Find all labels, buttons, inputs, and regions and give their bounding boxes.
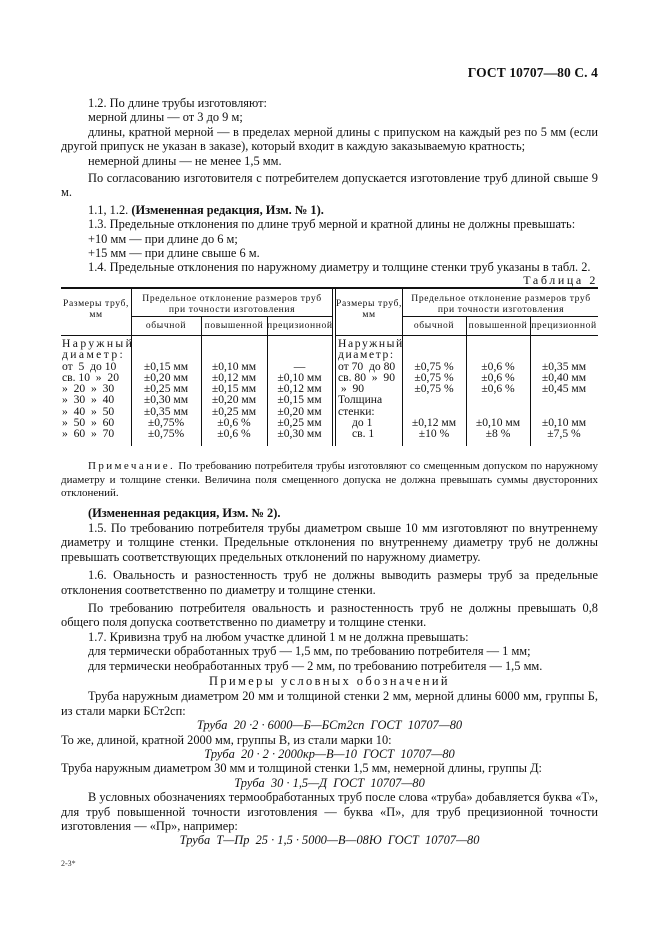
table-rule xyxy=(402,316,598,317)
note-text: По требованию потребителя трубы изготовляют со смещенным допуском по наружному диаметру и толщине стенки. Величина поля смещенного допуска не должна превышать суммы двусторонних отклонений. xyxy=(61,460,598,499)
cell: ±0,35 мм xyxy=(541,359,587,373)
cell: ±0,45 мм xyxy=(541,382,587,396)
cell: ±7,5 % xyxy=(547,427,581,441)
cell: ±0,75 % xyxy=(414,359,454,373)
cell: ±0,15 мм xyxy=(277,393,322,407)
example-2-code: Труба 20 · 2 · 2000кр—В—10 ГОСТ 10707—80 xyxy=(204,747,455,761)
example-4-code: Труба Т—Пр 25 · 1,5 · 5000—В—08Ю ГОСТ 10707—80 xyxy=(179,833,480,848)
section-1-5: 1.5. По требованию потребителя трубы диаметром свыше 10 мм изготовляют по внутреннему диаметру и толщине стенки. Предельные отклонения по внутреннему диаметру труб не должны превышать соответствующих предельных отклонений по наружному диаметру. xyxy=(61,520,598,564)
cell: ±0,10 мм xyxy=(541,416,587,430)
cell xyxy=(466,394,530,405)
amendment-1 xyxy=(61,203,598,217)
amendment-1-label: (Измененная редакция, Изм. № 1). xyxy=(131,202,324,217)
header-size-left: Размеры труб, мм xyxy=(63,298,129,320)
cell: ±0,6 % xyxy=(217,427,251,441)
header-col-increased-right: повышенной xyxy=(468,320,528,331)
section-1-2 xyxy=(61,96,598,275)
section-1-3-item-2: +15 мм — при длине свыше 6 м. xyxy=(88,246,260,261)
cell xyxy=(267,338,332,349)
cell xyxy=(402,394,466,405)
section-1-3-title: 1.3. Предельные отклонения по длине труб мерной и кратной длины не должны превышать: xyxy=(88,217,576,232)
cell: ±0,6 % xyxy=(481,370,515,384)
cell: ±0,25 мм xyxy=(211,404,257,418)
amendment-2: (Измененная редакция, Изм. № 2). xyxy=(88,505,281,520)
cell xyxy=(530,349,598,360)
cell: ±0,20 мм xyxy=(277,404,322,418)
table-2 xyxy=(61,287,598,447)
cell: ±10 % xyxy=(418,427,450,441)
label-line: св. 10 » 20 xyxy=(62,370,119,384)
length-item-multiple: длины, кратной мерной — в пределах мерной длины с припуском на каждый рез по 5 мм (если другой припуск не указан в заказе), который входит в каждую заказываемую кратность; xyxy=(61,124,598,154)
label-line: » 20 » 30 xyxy=(62,382,115,396)
header-group-left: Предельное отклонение размеров труб при точности изготовления xyxy=(142,293,322,315)
examples-heading: Примеры условных обозначений xyxy=(209,673,450,688)
section-1-6-extra: По требованию потребителя овальность и разностенность труб не должны превышать 0,8 общего поля допуска соответственно по диаметру и толщине стенки. xyxy=(61,600,598,630)
page-header: ГОСТ 10707—80 С. 4 xyxy=(467,65,598,80)
section-1-7-item-1: для термически обработанных труб — 1,5 мм, по требованию потребителя — 1 мм; xyxy=(88,644,531,659)
label-line: стенки: xyxy=(338,404,375,418)
right-increased-col xyxy=(466,338,530,440)
left-size-labels xyxy=(62,337,135,441)
section-1-2-title: 1.2. По длине трубы изготовляют: xyxy=(88,96,267,110)
cell: ±0,75% xyxy=(147,427,185,441)
length-item-random: немерной длины — не менее 1,5 мм. xyxy=(88,153,282,168)
amendment-1-prefix: 1.1, 1.2. xyxy=(88,202,132,217)
header-col-ordinary-right: обычной xyxy=(413,320,455,331)
table-rule xyxy=(335,335,598,336)
right-precision-col xyxy=(530,338,598,440)
cell xyxy=(201,338,267,349)
section-1-6: 1.6. Овальность и разностенность труб не должны выводить размеры труб за предельные отклонения соответственно по диаметру и толщине стенки. xyxy=(61,568,598,597)
cell: ±0,12 мм xyxy=(211,370,257,384)
left-precision-col xyxy=(267,338,332,440)
table-rule xyxy=(61,335,332,336)
cell: ±0,30 мм xyxy=(143,393,189,407)
footer-mark: 2-3* xyxy=(61,859,76,868)
left-ordinary-col xyxy=(131,338,201,440)
right-size-labels xyxy=(338,338,402,440)
table-rule xyxy=(131,316,332,317)
cell: ±0,10 мм xyxy=(277,370,322,384)
table-note xyxy=(61,460,598,501)
note-label: Примечание. xyxy=(88,460,176,472)
cell: ±0,35 мм xyxy=(143,404,189,418)
cell xyxy=(530,338,598,349)
label-line: диаметр: xyxy=(338,348,395,362)
cell: ±0,40 мм xyxy=(541,370,587,384)
label-line: Наружный xyxy=(338,337,404,350)
cell: ±0,30 мм xyxy=(277,427,322,441)
label-line: св. 1 xyxy=(352,427,375,441)
cell: ±0,20 мм xyxy=(143,370,189,384)
cell: ±0,6 % xyxy=(217,416,251,430)
agreement-text: По согласованию изготовителя с потребителем допускается изготовление труб длиной свыше 9 м. xyxy=(61,171,598,200)
left-increased-col xyxy=(201,338,267,440)
right-ordinary-col xyxy=(402,338,466,440)
cell xyxy=(402,338,466,349)
example-2-text: То же, длиной, кратной 2000 мм, группы В, из стали марки 10: xyxy=(61,732,392,747)
cell: ±0,10 мм xyxy=(211,359,257,373)
label-line: Толщина xyxy=(338,393,383,407)
label-line: диаметр: xyxy=(62,348,126,362)
header-size-right: Размеры труб, мм xyxy=(336,298,402,320)
section-1-4: 1.4. Предельные отклонения по наружному диаметру и толщине стенки труб указаны в табл. 2. xyxy=(88,260,591,275)
table-double-divider xyxy=(332,289,333,446)
label-line: » 40 » 50 xyxy=(62,404,115,418)
cell: ±8 % xyxy=(485,427,511,441)
cell xyxy=(466,338,530,349)
section-1-7-item-2: для термически необработанных труб — 2 мм, по требованию потребителя — 1,5 мм. xyxy=(88,658,543,673)
header-col-precision: прецизионной xyxy=(267,320,333,331)
cell: ±0,25 мм xyxy=(143,382,189,396)
cell: ±0,12 мм xyxy=(411,416,457,430)
label-line: от 5 до 10 xyxy=(62,359,117,373)
length-item-measured: мерной длины — от 3 до 9 м; xyxy=(88,110,243,125)
cell: ±0,25 мм xyxy=(277,416,322,430)
cell xyxy=(131,338,201,349)
cell xyxy=(466,349,530,360)
header-col-increased: повышенной xyxy=(204,320,264,331)
cell xyxy=(530,394,598,405)
cell xyxy=(131,349,201,360)
header-col-ordinary: обычной xyxy=(145,320,187,331)
label-line: Наружный xyxy=(62,337,135,350)
cell: ±0,6 % xyxy=(481,382,515,396)
cell: ±0,75 % xyxy=(414,382,454,396)
label-line: св. 80 » 90 xyxy=(338,370,395,384)
example-4-text: В условных обозначениях термообработанных труб после слова «труба» добавляется буква «Т», для труб повышенной точности изготовления — буква «П», для труб прецизионной точности изготовления — «Пр», например: xyxy=(61,790,599,834)
cell: ±0,20 мм xyxy=(211,393,257,407)
cell: ±0,75% xyxy=(147,416,185,430)
label-line: » 60 » 70 xyxy=(62,427,115,441)
section-1-7-title: 1.7. Кривизна труб на любом участке длиной 1 м не должна превышать: xyxy=(88,629,469,644)
cell xyxy=(201,349,267,360)
example-3-text: Труба наружным диаметром 30 мм и толщиной стенки 1,5 мм, немерной длины, группы Д: xyxy=(61,761,542,776)
cell: ±0,6 % xyxy=(481,359,515,373)
header-col-precision-right: прецизионной xyxy=(531,320,597,331)
label-line: от 70 до 80 xyxy=(338,359,396,373)
example-3-code: Труба 30 · 1,5—Д ГОСТ 10707—80 xyxy=(234,775,425,790)
cell: — xyxy=(293,359,306,373)
table-caption: Таблица 2 xyxy=(523,273,598,287)
header-group-right: Предельное отклонение размеров труб при точности изготовления xyxy=(411,293,591,315)
example-1-text: Труба наружным диаметром 20 мм и толщиной стенки 2 мм, мерной длины 6000 мм, группы Б, из стали марки БСт2сп: xyxy=(61,689,598,718)
section-1-3-item-1: +10 мм — при длине до 6 м; xyxy=(88,231,238,246)
cell: ±0,12 мм xyxy=(277,382,322,396)
label-line: » 30 » 40 xyxy=(62,393,115,407)
cell: ±0,10 мм xyxy=(475,416,521,430)
cell xyxy=(267,349,332,360)
cell: ±0,15 мм xyxy=(211,382,257,396)
body-lower xyxy=(61,460,598,848)
label-line: » 90 xyxy=(338,382,365,396)
cell: ±0,15 мм xyxy=(143,359,189,373)
example-1-code: Труба 20 ·2 · 6000—Б—БСт2сп ГОСТ 10707—80 xyxy=(196,718,463,733)
label-line: до 1 xyxy=(352,416,373,430)
label-line: » 50 » 60 xyxy=(62,416,115,430)
cell: ±0,75 % xyxy=(414,370,454,384)
cell xyxy=(402,349,466,360)
